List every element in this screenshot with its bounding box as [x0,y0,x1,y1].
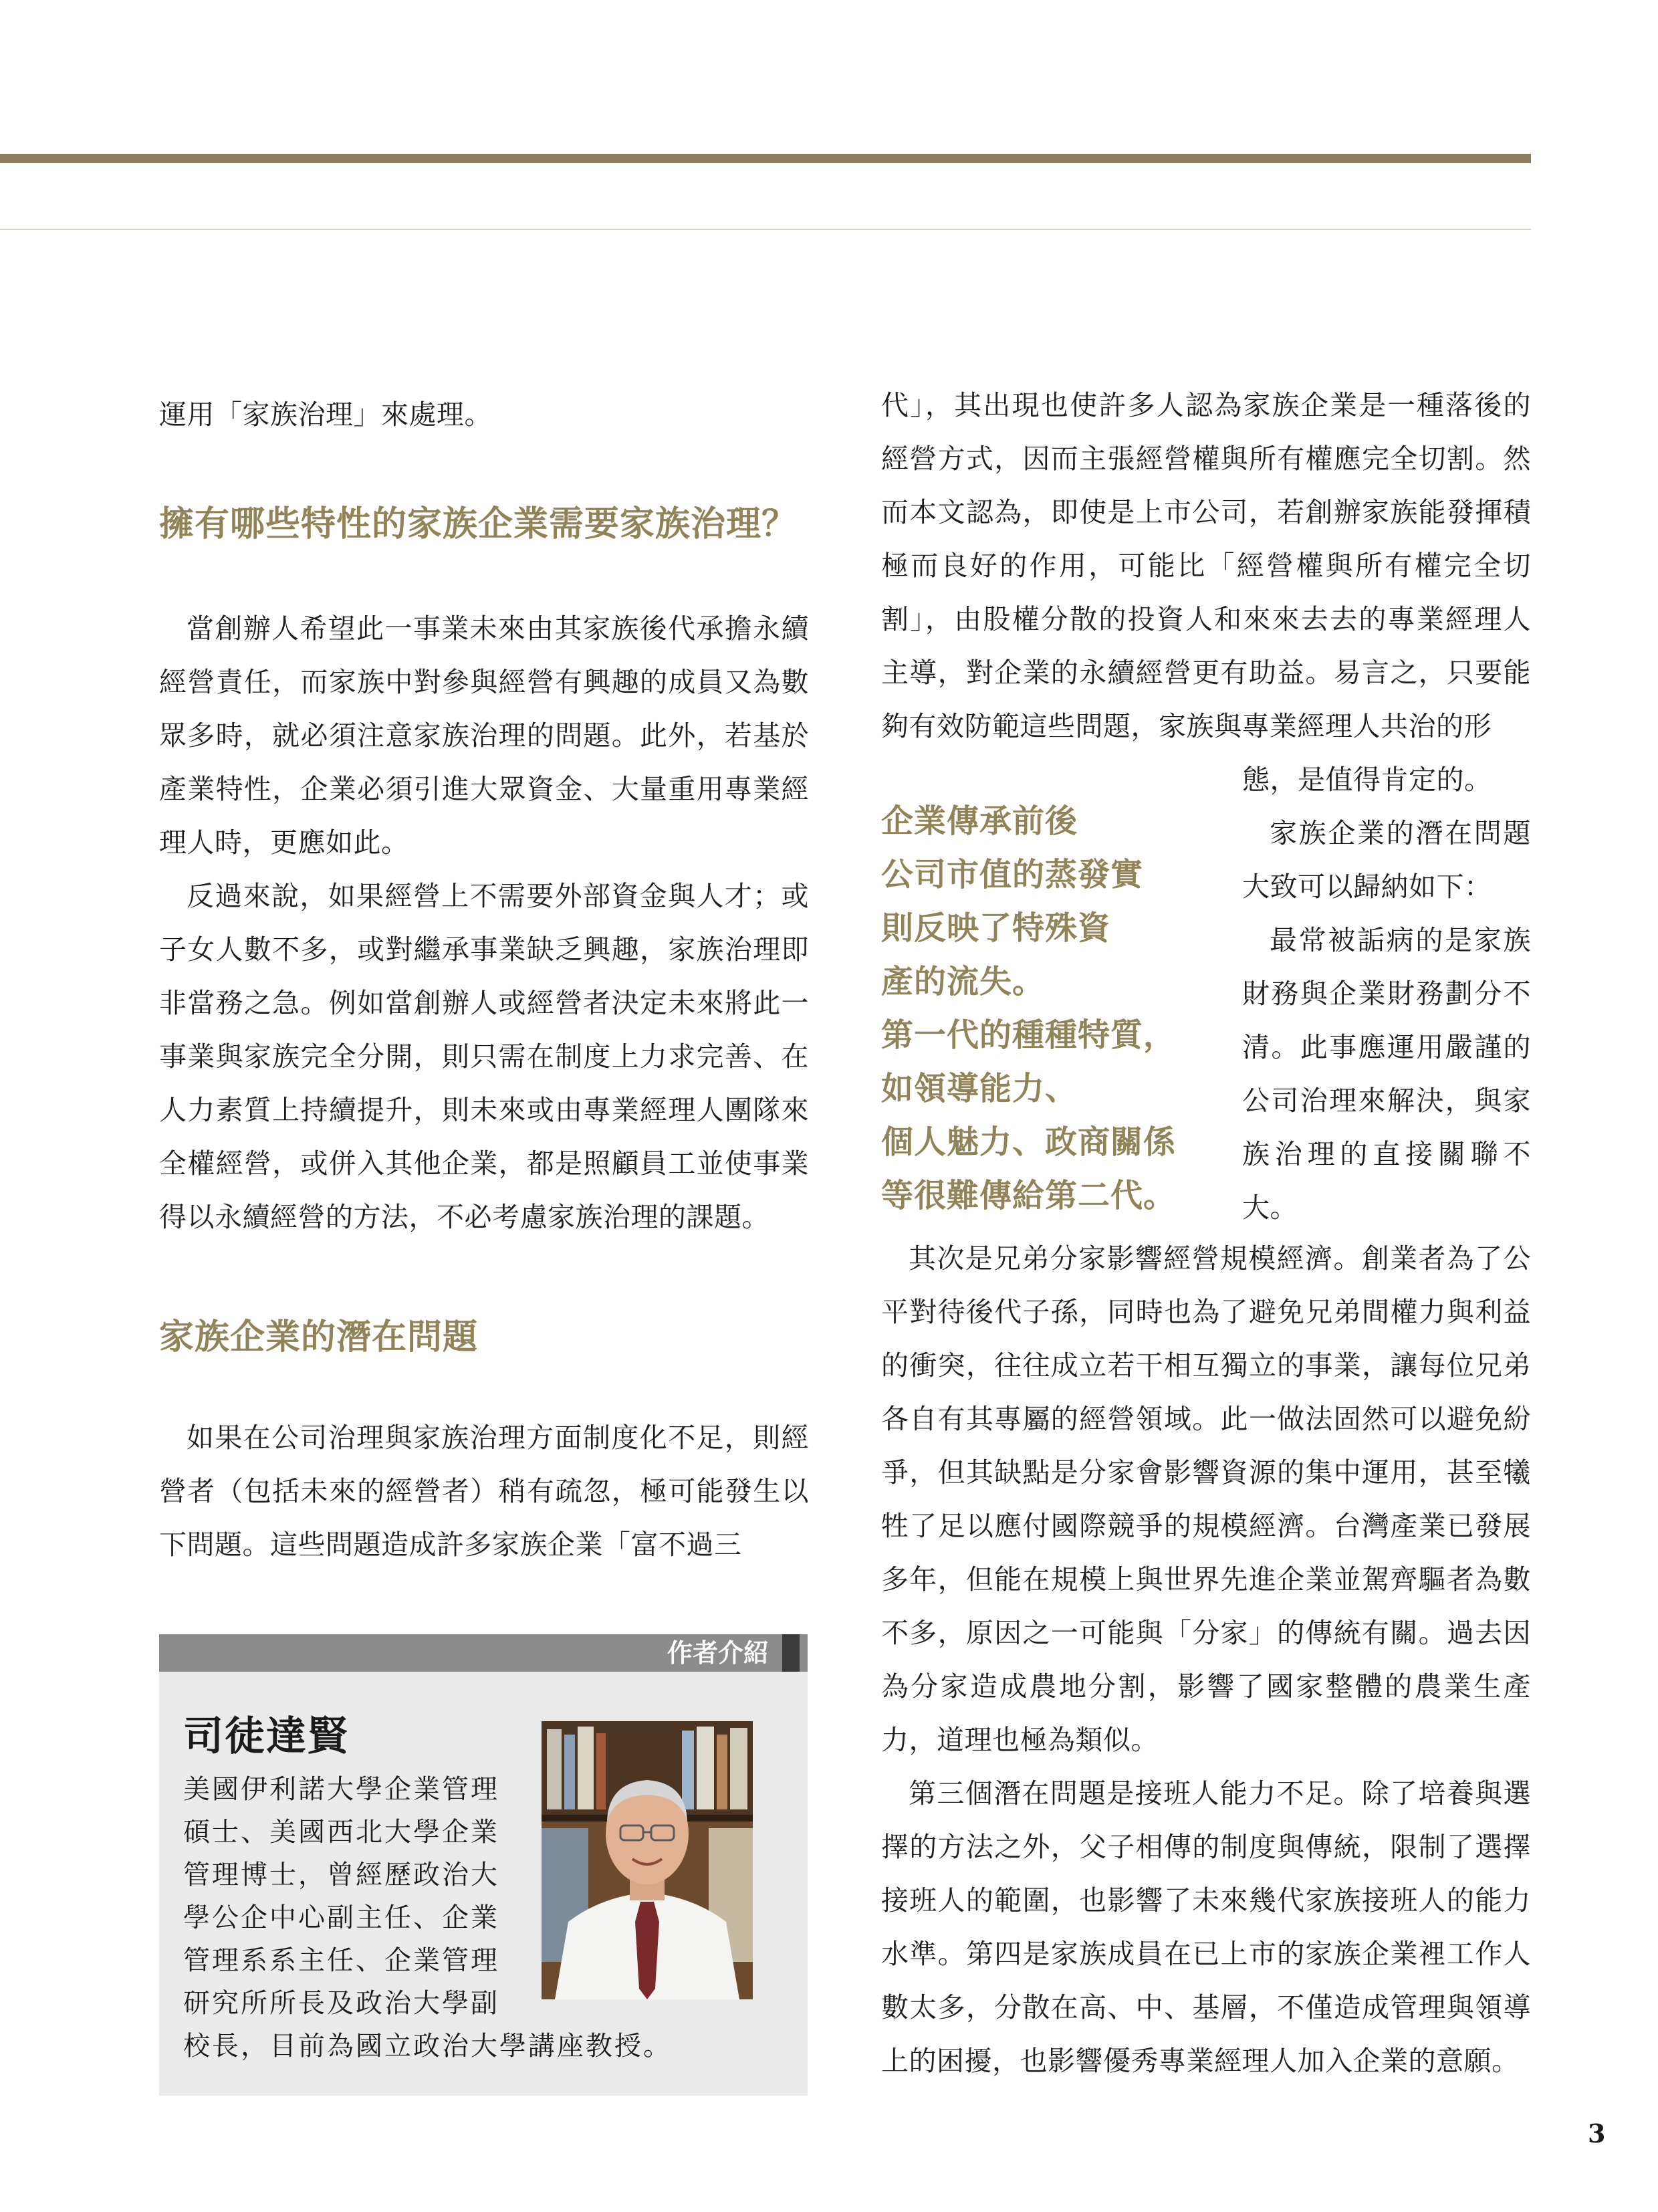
author-bio-line: 美國伊利諾大學企業管理 [183,1774,499,1805]
left-column-section-2 [159,1411,809,1571]
left-column [159,388,809,441]
author-box-label: 作者介紹 [667,1638,769,1668]
author-box [159,1634,808,2096]
intro-paragraph: 運用「家族治理」來處理。 [159,399,492,431]
pull-quote-line: 公司市值的蒸發實 [881,856,1144,893]
author-box-edge [782,1634,800,1672]
pull-quote-line: 產的流失。 [881,963,1046,1000]
pull-quote-line: 則反映了特殊資 [881,909,1111,947]
author-bio-line: 校長，目前為國立政治大學講座教授。 [183,2031,672,2062]
pull-quote-line: 個人魅力、政商關係 [881,1123,1177,1161]
right-column-lower [881,1232,1531,2088]
paragraph: 家族企業的潛在問題大致可以歸納如下： [1242,817,1531,903]
paragraph: 當創辦人希望此一事業未來由其家族後代承擔永續經營責任，而家族中對參與經營有興趣的成員又為數眾多時，就必須注意家族治理的問題。此外，若基於產業特性，企業必須引進大眾資金、大量重用專業經理人時，更應如此。 [159,613,809,859]
section-heading-1: 擁有哪些特性的家族企業需要家族治理？ [159,504,798,544]
pull-quote-line: 等很難傳給第二代。 [881,1177,1177,1214]
pull-quote [881,794,1195,1222]
author-bio-line: 管理博士，曾經歷政治大 [183,1860,499,1890]
right-column [881,378,1531,753]
paragraph: 代」，其出現也使許多人認為家族企業是一種落後的經營方式，因而主張經營權與所有權應完全切割。然而本文認為，即使是上市公司，若創辦家族能發揮積極而良好的作用，可能比「經營權與所有權完全切割」，由股權分散的投資人和來來去去的專業經理人主導，對企業的永續經營更有助益。易言之，只要能夠有效防範這些問題，家族與專業經理人共治的形 [881,389,1531,742]
author-box-header [159,1634,808,1672]
author-bio-line: 學公企中心副主任、企業 [183,1902,499,1933]
paragraph: 如果在公司治理與家族治理方面制度化不足，則經營者（包括未來的經營者）稍有疏忽，極可能發生以下問題。這些問題造成許多家族企業「富不過三 [159,1422,809,1561]
pull-quote-line: 第一代的種種特質， [881,1016,1177,1054]
author-bio-line: 研究所所長及政治大學副 [183,1988,499,2019]
paragraph: 最常被詬病的是家族財務與企業財務劃分不清。此事應運用嚴謹的公司治理來解決，與家族治理的直接關聯不大。 [1242,924,1531,1224]
right-column-continuation [1242,753,1531,806]
left-column-section-1 [159,602,809,1244]
author-photo [542,1721,753,1999]
paragraph: 反過來說，如果經營上不需要外部資金與人才；或子女人數不多，或對繼承事業缺乏興趣，家族治理即非當務之急。例如當創辦人或經營者決定未來將此一事業與家族完全分開，則只需在制度上力求完善、在人力素質上持續提升，則未來或由專業經理人團隊來全權經營，或併入其他企業，都是照顧員工並使事業得以永續經營的方法，不必考慮家族治理的課題。 [159,880,809,1233]
pull-quote-line: 企業傳承前後 [881,802,1078,840]
author-name: 司徒達賢 [183,1713,349,1760]
page-number: 3 [1588,2118,1606,2148]
author-bio-line: 碩士、美國西北大學企業 [183,1817,499,1848]
header-rule [0,154,1531,163]
paragraph: 其次是兄弟分家影響經營規模經濟。創業者為了公平對待後代子孫，同時也為了避免兄弟間權力與利益的衝突，往往成立若干相互獨立的事業，讓每位兄弟各自有其專屬的經營領域。此一做法固然可以避免紛爭，但其缺點是分家會影響資源的集中運用，甚至犧牲了足以應付國際競爭的規模經濟。台灣產業已發展多年，但能在規模上與世界先進企業並駕齊驅者為數不多，原因之一可能與「分家」的傳統有關。過去因為分家造成農地分割，影響了國家整體的農業生產力，道理也極為類似。 [881,1242,1531,1756]
pull-quote-line: 如領導能力、 [881,1070,1078,1107]
header-divider [0,229,1531,230]
paragraph: 態，是值得肯定的。 [1242,764,1492,796]
section-heading-2: 家族企業的潛在問題 [159,1317,479,1357]
paragraph: 第三個潛在問題是接班人能力不足。除了培養與選擇的方法之外，父子相傳的制度與傳統，限制了選擇接班人的範圍，也影響了未來幾代家族接班人的能力水準。第四是家族成員在已上市的家族企業裡工作人數太多，分散在高、中、基層，不僅造成管理與領導上的困擾，也影響優秀專業經理人加入企業的意願。 [881,1777,1531,2077]
side-text [1242,806,1531,1234]
author-bio-line: 管理系系主任、企業管理 [183,1945,499,1976]
